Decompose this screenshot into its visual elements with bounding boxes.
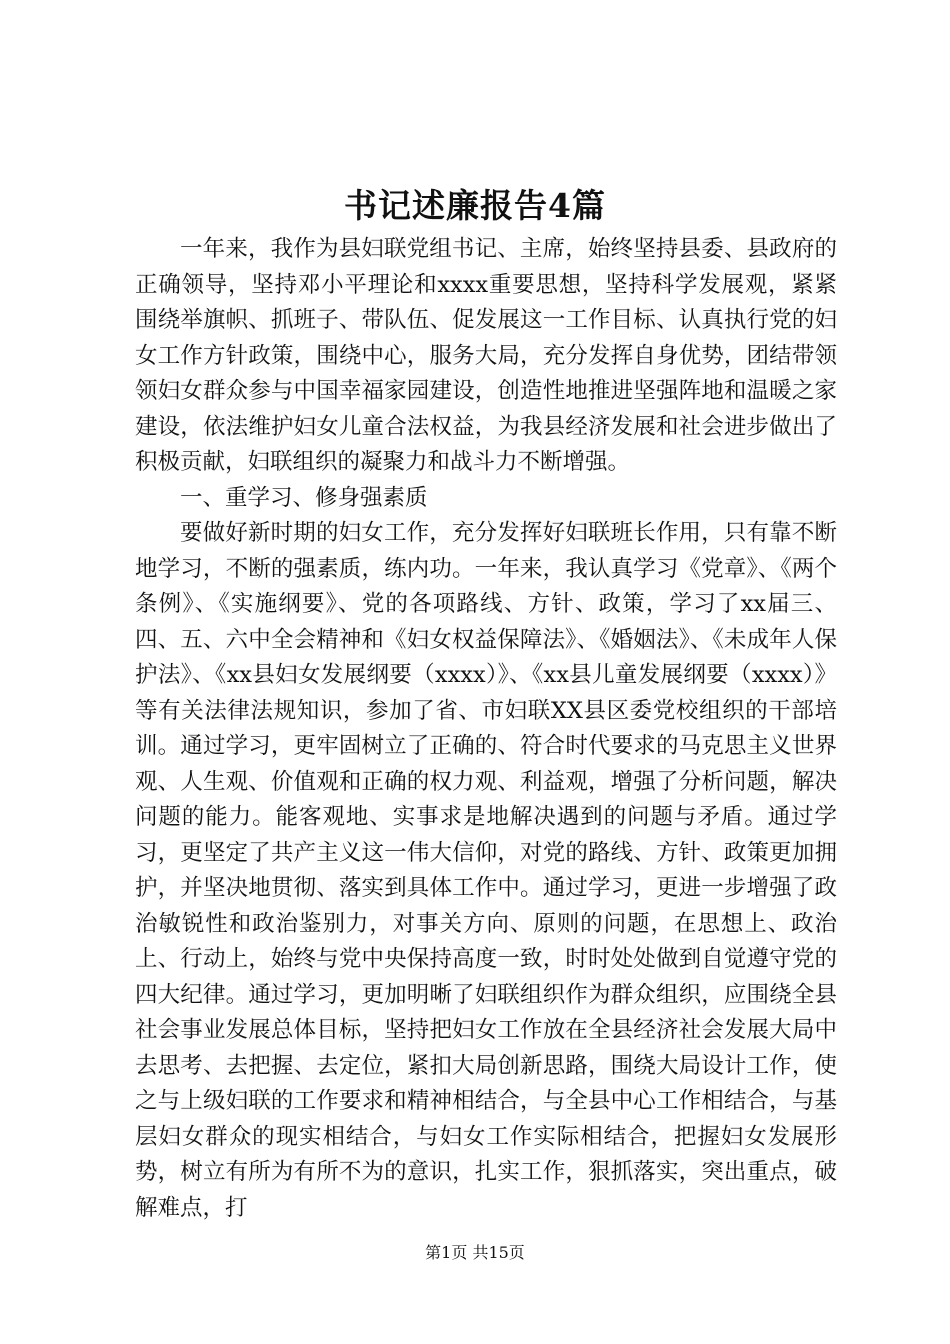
paragraph-intro: 一年来，我作为县妇联党组书记、主席，始终坚持县委、县政府的正确领导，坚持邓小平理论和xxxx重要思想，坚持科学发展观，紧紧围绕举旗帜、抓班子、带队伍、促发展这一工作目标、认真执行党的妇女工作方针政策，围绕中心，服务大局，充分发挥自身优势，团结带领领妇女群众参与中国幸福家园建设，创造性地推进坚强阵地和温暖之家建设，依法维护妇女儿童合法权益，为我县经济发展和社会进步做出了积极贡献，妇联组织的凝聚力和战斗力不断增强。 [135,236,837,475]
page-footer: 第1页 共15页 [425,1243,525,1262]
document-title: 书记述廉报告4篇 [344,186,606,225]
section-heading-1: 一、重学习、修身强素质 [180,484,428,511]
document-body [135,232,837,1226]
paragraph-study: 要做好新时期的妇女工作，充分发挥好妇联班长作用，只有靠不断地学习，不断的强素质，练内功。一年来，我认真学习《党章》、《两个条例》、《实施纲要》、党的各项路线、方针、政策，学习了xx届三、四、五、六中全会精神和《妇女权益保障法》、《婚姻法》、《未成年人保护法》、《xx县妇女发展纲要（xxxx）》、《xx县儿童发展纲要（xxxx）》等有关法律法规知识，参加了省、市妇联XX县区委党校组织的干部培训。通过学习，更牢固树立了正确的、符合时代要求的马克思主义世界观、人生观、价值观和正确的权力观、利益观，增强了分析问题，解决问题的能力。能客观地、实事求是地解决遇到的问题与矛盾。通过学习，更坚定了共产主义这一伟大信仰，对党的路线、方针、政策更加拥护，并坚决地贯彻、落实到具体工作中。通过学习，更进一步增强了政治敏锐性和政治鉴别力，对事关方向、原则的问题，在思想上、政治上、行动上，始终与党中央保持高度一致，时时处处做到自觉遵守党的四大纪律。通过学习，更加明晰了妇联组织作为群众组织，应围绕全县社会事业发展总体目标，坚持把妇女工作放在全县经济社会发展大局中去思考、去把握、去定位，紧扣大局创新思路，围绕大局设计工作，使之与上级妇联的工作要求和精神相结合，与全县中心工作相结合，与基层妇女群众的现实相结合，与妇女工作实际相结合，把握妇女发展形势，树立有所为有所不为的意识，扎实工作，狠抓落实，突出重点，破解难点，打 [135,520,837,1221]
